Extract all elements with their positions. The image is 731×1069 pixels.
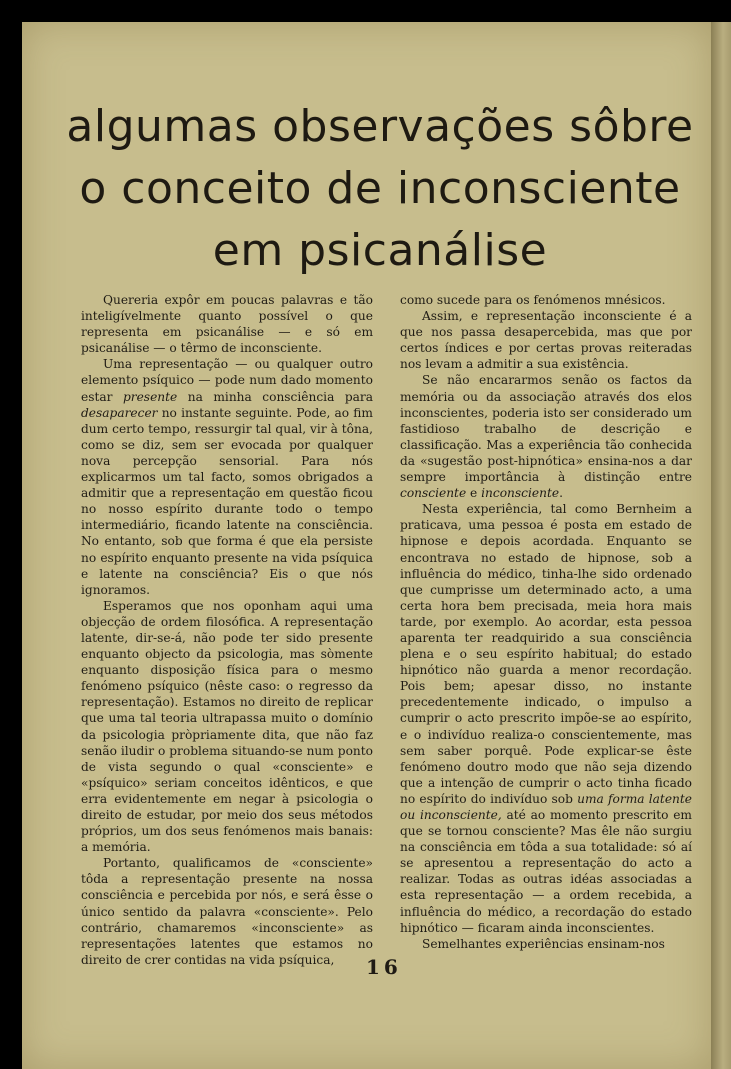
paragraph: Nesta experiência, tal como Bernheim a praticava, uma pessoa é posta em estado de hipnose e depois acordada. Enquanto se encontrava no estado de hipnose, sob a influência do médico, tinha-lhe sido ordenado que cumprisse um determinado acto, a uma certa hora bem precisada, meia hora mais tarde, por exemplo. Ao acordar, esta pessoa aparenta ter readquirido a sua consciência plena e o seu espírito habitual; do estado hipnótico não guarda a menor recordação. Pois bem; apesar disso, no instante precedentemente indicado, o impulso a cumprir o acto prescrito impõe-se ao espírito, e o indivíduo realiza-o conscientemente, mas sem saber porquê. Pode explicar-se êste fenómeno doutro modo que não seja dizendo que a intenção de cumprir o acto tinha ficado no espírito do indivíduo sob uma forma latente ou inconsciente, até ao momento prescrito em que se tornou consciente? Mas êle não surgiu na consciência em tôda a sua totalidade: só aí se apresentou a representação do acto a realizar. Todas as outras idéas associadas a esta representação — a ordem recebida, a influência do médico, a recordação do estado hipnótico — ficaram ainda inconscientes. <box>400 502 692 935</box>
page-edge <box>711 22 731 1069</box>
title-line-1: algumas observações sôbre <box>66 101 694 152</box>
paragraph: Portanto, qualificamos de «consciente» tôda a representação presente na nossa consciência e percebida por nós, e será êsse o único sentido da palavra «consciente». Pelo contrário, chamaremos «inconsciente» as representações latentes que estamos no direito de crer contidas na vida psíquica, <box>81 856 373 967</box>
paragraph: Esperamos que nos oponham aqui uma objecção de ordem filosófica. A representação latente, dir-se-á, não pode ter sido presente enquanto objecto da psicologia, mas sòmente enquanto disposição física para o mesmo fenómeno psíquico (nêste caso: o regresso da representação). Estamos no direito de replicar que uma tal teoria ultrapassa muito o domínio da psicologia pròpriamente dita, que não faz senão iludir o problema situando-se num ponto de vista segundo o qual «consciente» e «psíquico» seriam conceitos idênticos, e que erra evidentemente em negar à psicologia o direito de estudar, por meio dos seus métodos próprios, um dos seus fenómenos mais banais: a memória. <box>81 598 373 855</box>
paragraph: Uma representação — ou qualquer outro elemento psíquico — pode num dado momento estar presente na minha consciência para desaparecer no instante seguinte. Pode, ao fim dum certo tempo, ressurgir tal qual, vir à tôna, como se diz, sem ser evocada por qualquer nova percepção sensorial. Para nós explicarmos um tal facto, somos obrigados a admitir que a representação em questão ficou no nosso espírito durante todo o tempo intermediário, ficando latente na consciência. No entanto, sob que forma é que ela persiste no espírito enquanto presente na vida psíquica e latente na consciência? Eis o que nós ignoramos. <box>81 357 373 597</box>
paragraph: Se não encararmos senão os factos da memória ou da associação através dos elos inconscientes, poderia isto ser considerado um fastidioso trabalho de descrição e classificação. Mas a experiência tão conhecida da «sugestão post-hipnótica» ensina-nos a dar sempre importância à distinção entre consciente e inconsciente. <box>400 373 692 501</box>
title-line-3: em psicanálise <box>212 225 548 276</box>
paragraph: Semelhantes experiências ensinam-nos <box>422 936 665 951</box>
paragraph: Assim, e representação inconsciente é a que nos passa desapercebida, mas que por certos índices e por certas provas reiteradas nos levam a admitir a sua existência. <box>400 309 692 372</box>
right-column <box>400 292 692 952</box>
paragraph: Quereria expôr em poucas palavras e tão inteligívelmente quanto possível o que representa em psicanálise — e só em psicanálise — o têrmo de inconsciente. <box>81 293 373 356</box>
title-line-2: o conceito de inconsciente <box>79 163 681 214</box>
article-title <box>60 96 700 282</box>
left-column <box>81 292 373 968</box>
paragraph: como sucede para os fenómenos mnésicos. <box>400 293 666 307</box>
page-number: 16 <box>366 955 402 979</box>
